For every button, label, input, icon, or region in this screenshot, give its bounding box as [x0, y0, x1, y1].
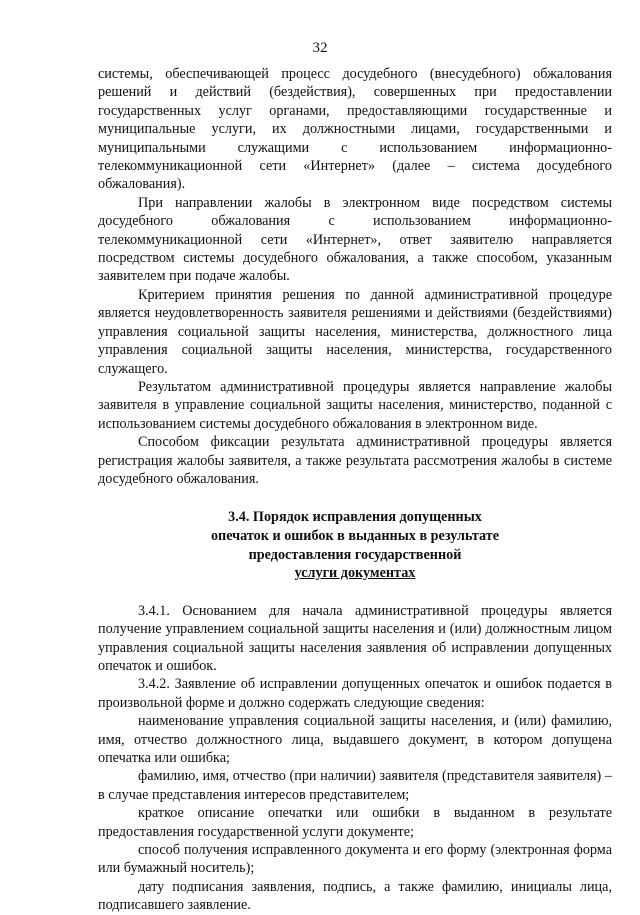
section-heading-line: услуги документах	[294, 565, 416, 582]
document-body	[98, 65, 612, 915]
section-heading-line: опечаток и ошибок в выданных в результате	[210, 527, 500, 544]
section-heading	[98, 508, 612, 582]
paragraph-decision-criterion: Критерием принятия решения по данной административной процедуре является неудовлетворенность заявителя решениями и действиями (бездействиями) управления социальной защиты населения, министерства, должностного лица управления социальной защиты населения, министерства, государственного служащего.	[98, 286, 612, 377]
list-item-receipt-method: способ получения исправленного документа и его форму (электронная форма или бумажный носитель);	[98, 842, 612, 877]
paragraph-continuation: системы, обеспечивающей процесс досудебного (внесудебного) обжалования решений и действий (бездействия), совершенных при предоставлении государственных услуг органами, предоставляющими государственные и муниципальные услуги, их должностными лицами, государственными и муниципальными служащими с использованием информационно-телекоммуникационной сети «Интернет» (далее – система досудебного обжалования).	[98, 66, 612, 193]
list-item-error-description: краткое описание опечатки или ошибки в выданном в результате предоставления государственной услуги документе;	[98, 805, 612, 840]
list-item-applicant-name: фамилию, имя, отчество (при наличии) заявителя (представителя заявителя) – в случае представления интересов представителем;	[98, 768, 612, 803]
paragraph-3-4-1: 3.4.1. Основанием для начала административной процедуры является получение управлением социальной защиты населения и (или) должностным лицом управления социальной защиты населения заявления об исправлении допущенных опечаток и ошибок.	[98, 602, 612, 674]
paragraph-procedure-result: Результатом административной процедуры является направление жалобы заявителя в управление социальной защиты населения, министерство, поданной с использованием системы досудебного обжалования в электронном виде.	[98, 378, 612, 432]
section-heading-line: предоставления государственной	[248, 546, 462, 563]
section-heading-line: 3.4. Порядок исправления допущенных	[228, 509, 482, 526]
list-item-signature-date: дату подписания заявления, подпись, а также фамилию, инициалы лица, подписавшего заявление.	[98, 878, 612, 914]
paragraph-result-fixation: Способом фиксации результата административной процедуры является регистрация жалобы заявителя, а также результата рассмотрения жалобы в системе досудебного обжалования.	[98, 434, 612, 487]
page-number: 32	[312, 40, 328, 56]
paragraph-electronic-complaint: При направлении жалобы в электронном виде посредством системы досудебного обжалования с использованием информационно-телекоммуникационной сети «Интернет», ответ заявителю направляется посредством системы досудебного обжалования, а также способом, указанным заявителем при подаче жалобы.	[98, 194, 612, 285]
list-item-authority-name: наименование управления социальной защиты населения, и (или) фамилию, имя, отчество должностного лица, выдавшего документ, в котором допущена опечатка или ошибка;	[98, 713, 612, 766]
paragraph-3-4-2: 3.4.2. Заявление об исправлении допущенных опечаток и ошибок подается в произвольной форме и должно содержать следующие сведения:	[98, 676, 612, 711]
